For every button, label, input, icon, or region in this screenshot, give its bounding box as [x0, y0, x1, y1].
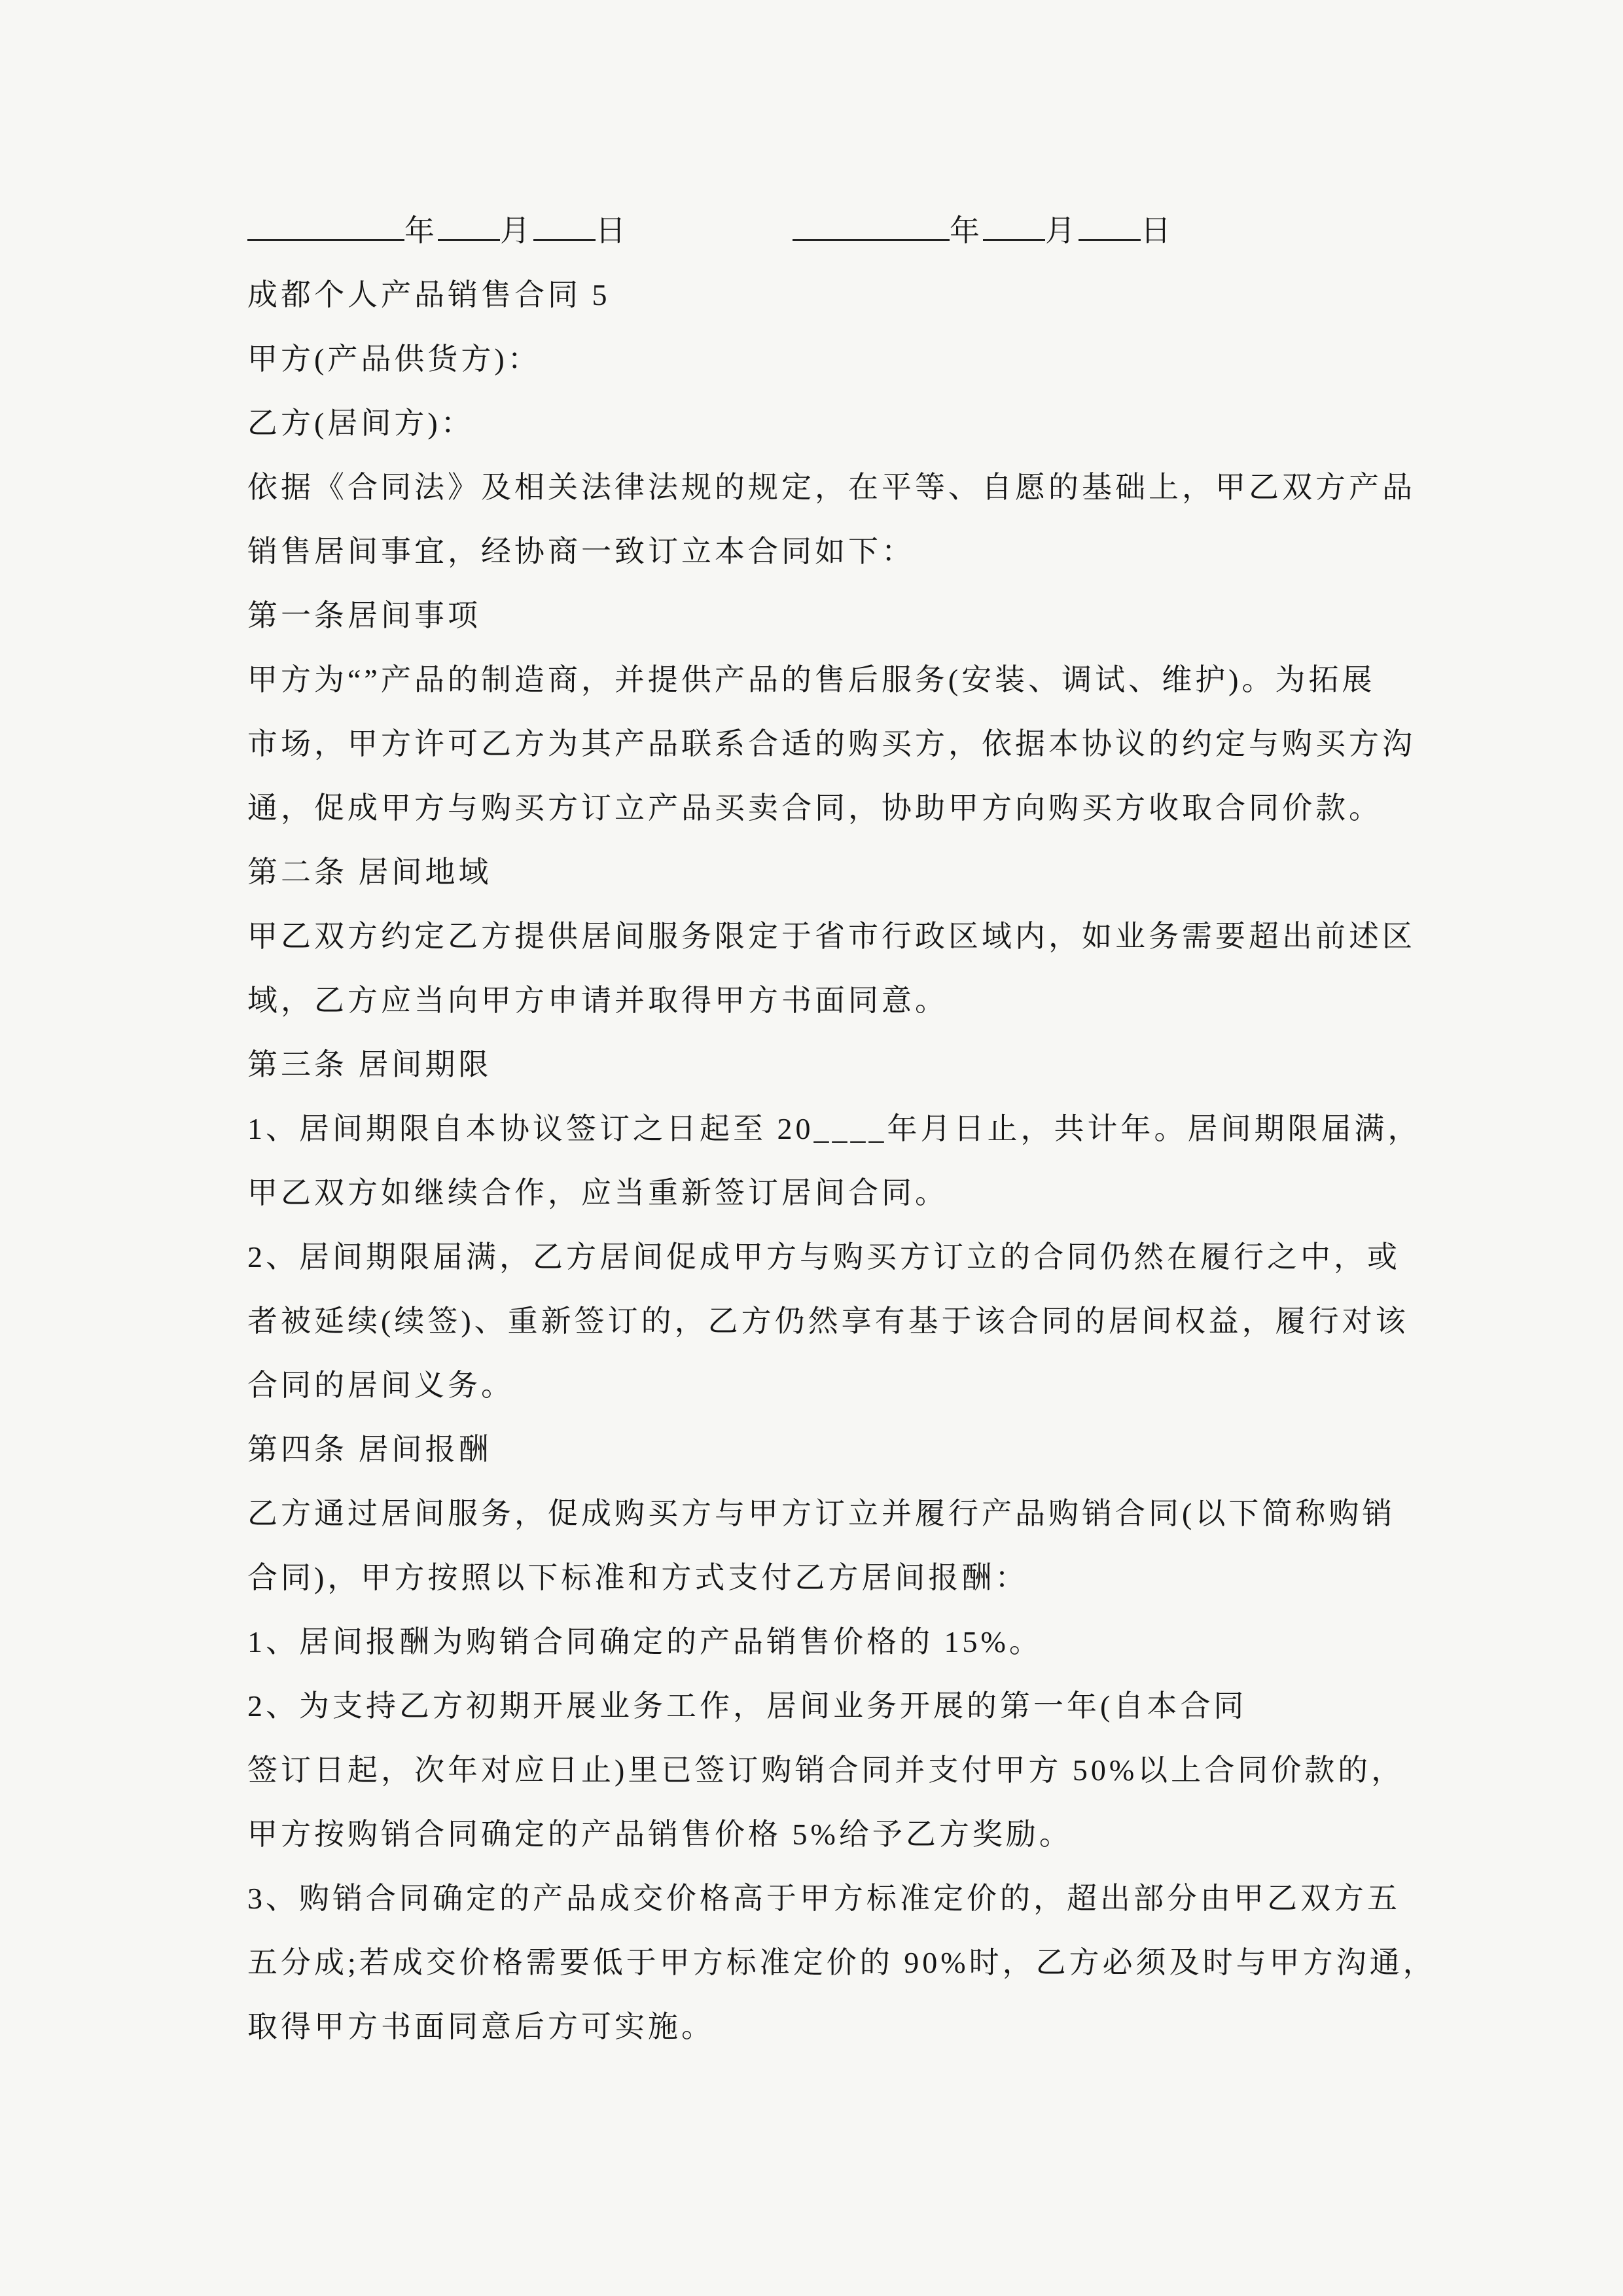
- text-line-14: 甲乙双方如继续合作，应当重新签订居间合同。: [247, 1176, 948, 1210]
- date-block: [247, 199, 629, 263]
- year-blank: [247, 239, 404, 241]
- month-label: 月: [500, 214, 533, 247]
- text-line-26: 五分成;若成交价格需要低于甲方标准定价的 90%时，乙方必须及时与甲方沟通，: [247, 1946, 1436, 1979]
- text-line-4: 销售居间事宜，经协商一致订立本合同如下：: [247, 535, 915, 568]
- text-line-27: 取得甲方书面同意后方可实施。: [247, 2010, 715, 2043]
- text-line-6: 甲方为“”产品的制造商，并提供产品的售后服务(安装、调试、维护)。为拓展: [247, 663, 1376, 696]
- text-line-12: 第三条 居间期限: [247, 1048, 492, 1081]
- text-line-23: 签订日起，次年对应日止)里已签订购销合同并支付甲方 50%以上合同价款的，: [247, 1753, 1405, 1787]
- text-line-8: 通，促成甲方与购买方订立产品买卖合同，协助甲方向购买方收取合同价款。: [247, 791, 1382, 825]
- month-blank: [438, 239, 500, 241]
- text-line-5: 第一条居间事项: [247, 599, 481, 632]
- text-line-3: 依据《合同法》及相关法律法规的规定，在平等、自愿的基础上，甲乙双方产品: [247, 471, 1416, 504]
- text-line-10: 甲乙双方约定乙方提供居间服务限定于省市行政区域内，如业务需要超出前述区: [247, 920, 1416, 953]
- year-blank: [793, 239, 950, 241]
- document-title: 成都个人产品销售合同 5: [247, 278, 611, 312]
- text-line-22: 2、为支持乙方初期开展业务工作，居间业务开展的第一年(自本合同: [247, 1689, 1247, 1723]
- date-block: [793, 199, 1174, 263]
- contract-body: [247, 327, 1436, 2059]
- text-line-9: 第二条 居间地域: [247, 855, 492, 889]
- text-line-21: 1、居间报酬为购销合同确定的产品销售价格的 15%。: [247, 1625, 1043, 1659]
- month-label: 月: [1045, 214, 1079, 247]
- text-line-18: 第四条 居间报酬: [247, 1433, 492, 1466]
- text-line-11: 域，乙方应当向甲方申请并取得甲方书面同意。: [247, 984, 948, 1017]
- text-line-16: 者被延续(续签)、重新签订的，乙方仍然享有基于该合同的居间权益，履行对该: [247, 1304, 1409, 1338]
- day-blank: [1079, 239, 1141, 241]
- day-label: 日: [1141, 214, 1174, 247]
- month-blank: [983, 239, 1045, 241]
- text-line-17: 合同的居间义务。: [247, 1369, 514, 1402]
- day-label: 日: [596, 214, 629, 247]
- text-line-13: 1、居间期限自本协议签订之日起至 20____年月日止，共计年。居间期限届满，: [247, 1112, 1421, 1145]
- text-line-20: 合同)，甲方按照以下标准和方式支付乙方居间报酬：: [247, 1561, 1029, 1594]
- text-line-24: 甲方按购销合同确定的产品销售价格 5%给予乙方奖励。: [247, 1818, 1073, 1851]
- text-line-2: 乙方(居间方)：: [247, 406, 474, 440]
- text-line-25: 3、购销合同确定的产品成交价格高于甲方标准定价的，超出部分由甲乙双方五: [247, 1882, 1400, 1915]
- year-label: 年: [950, 214, 983, 247]
- text-line-1: 甲方(产品供货方)：: [247, 342, 541, 376]
- text-line-7: 市场，甲方许可乙方为其产品联系合适的购买方，依据本协议的约定与购买方沟: [247, 727, 1416, 761]
- contract-document: [247, 199, 1436, 2059]
- day-blank: [533, 239, 596, 241]
- year-label: 年: [404, 214, 438, 247]
- signature-date-line: [247, 199, 1436, 263]
- text-line-15: 2、居间期限届满，乙方居间促成甲方与购买方订立的合同仍然在履行之中，或: [247, 1240, 1400, 1274]
- text-line-19: 乙方通过居间服务，促成购买方与甲方订立并履行产品购销合同(以下简称购销: [247, 1497, 1396, 1530]
